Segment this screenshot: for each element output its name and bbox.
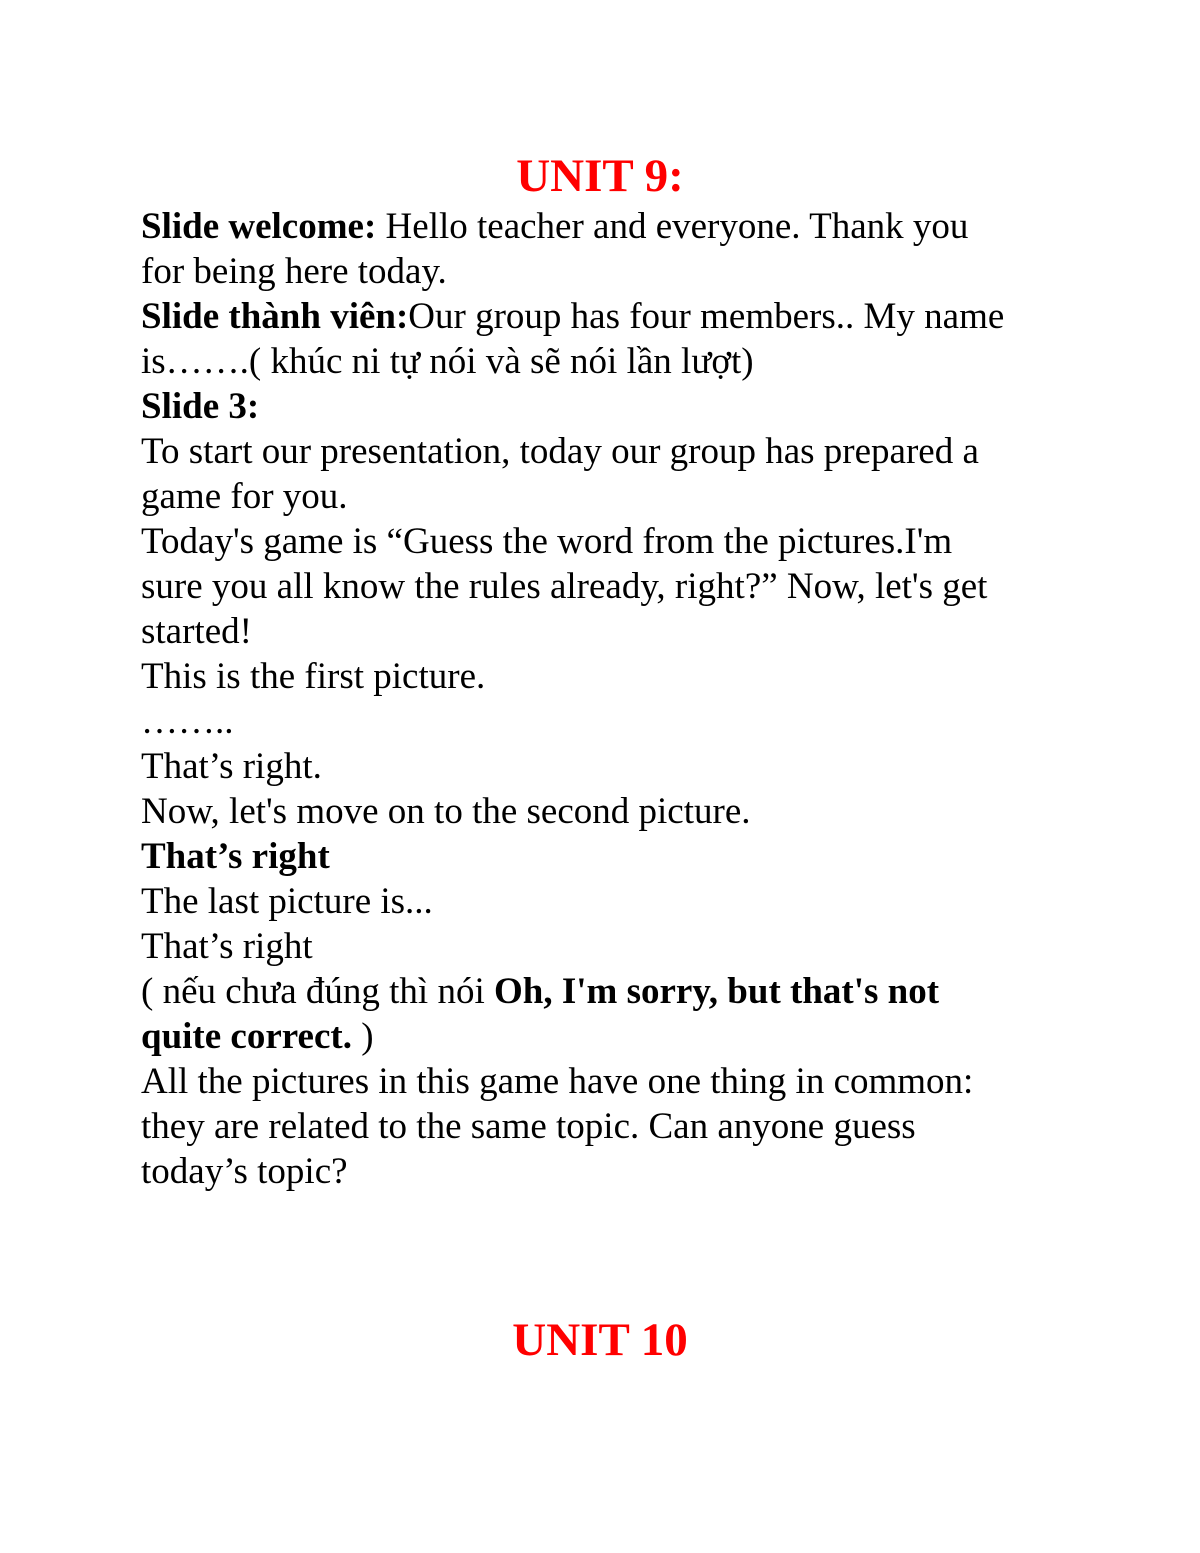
- slide3-note-line-2: [141, 1014, 1071, 1059]
- unit9-section: [141, 148, 1071, 1194]
- slide3-bold-right: That’s right: [141, 836, 330, 877]
- slide-welcome-text: Hello teacher and everyone. Thank you: [376, 206, 969, 247]
- slide-welcome-line-2: for being here today.: [141, 251, 447, 292]
- slide-members-label: Slide thành viên:: [141, 296, 409, 337]
- slide3-line: started!: [141, 611, 252, 652]
- slide-members-text: Our group has four members.. My name: [408, 296, 1005, 337]
- slide3-line: ……..: [141, 701, 234, 742]
- slide3-after-line: That’s right: [141, 926, 313, 967]
- unit10-section: [141, 1312, 1059, 1368]
- slide3-label: Slide 3:: [141, 386, 260, 427]
- slide3-note-line-1: [141, 969, 1071, 1014]
- note-prefix: ( nếu chưa đúng thì nói: [141, 971, 494, 1012]
- slide3-closing-line: today’s topic?: [141, 1151, 348, 1192]
- slide3-line: sure you all know the rules already, right?” Now, let's get: [141, 566, 988, 607]
- slide3-after-line: The last picture is...: [141, 881, 433, 922]
- slide3-closing-line: they are related to the same topic. Can anyone guess: [141, 1106, 916, 1147]
- slide-members-line-2: is…….( khúc ni tự nói và sẽ nói lần lượt): [141, 341, 754, 382]
- slide3-line: That’s right.: [141, 746, 322, 787]
- slide-welcome-line-1: [141, 204, 1071, 249]
- slide3-line: To start our presentation, today our group has prepared a: [141, 431, 979, 472]
- slide3-closing-line: All the pictures in this game have one thing in common:: [141, 1061, 974, 1102]
- slide3-line: Now, let's move on to the second picture.: [141, 791, 751, 832]
- slide3-line: game for you.: [141, 476, 348, 517]
- note-bold-line-2: quite correct.: [141, 1016, 352, 1057]
- slide3-line: This is the first picture.: [141, 656, 486, 697]
- note-suffix: ): [351, 1016, 374, 1057]
- note-bold-line-1: Oh, I'm sorry, but that's not: [493, 971, 940, 1012]
- slide3-line: Today's game is “Guess the word from the pictures.I'm: [141, 521, 953, 562]
- slide-welcome-label: Slide welcome:: [141, 206, 377, 247]
- unit10-heading: UNIT 10: [512, 1314, 688, 1366]
- unit9-heading: UNIT 9:: [516, 150, 684, 202]
- slide-members-line-1: [141, 294, 1071, 339]
